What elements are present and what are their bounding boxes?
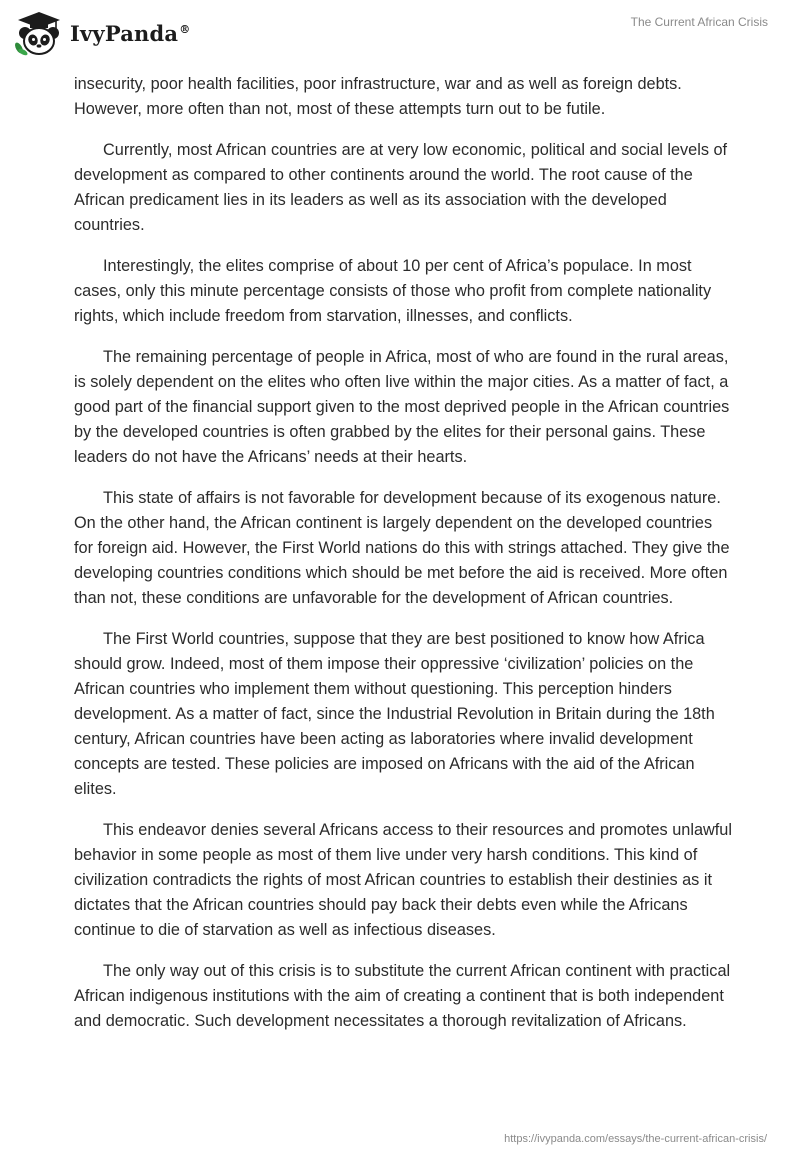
paragraph: Interestingly, the elites comprise of about 10 per cent of Africa’s populace. In most cases, only this minute percentage consists of those who profit from complete nationality rights, which include freedom from starvation, illnesses, and conflicts.: [74, 257, 712, 325]
essay-body: [74, 72, 734, 1050]
document-title: The Current African Crisis: [630, 15, 768, 29]
source-url[interactable]: https://ivypanda.com/essays/the-current-african-crisis/: [504, 1133, 767, 1145]
paragraph: The remaining percentage of people in Africa, most of who are found in the rural areas, is solely dependent on the elites who often live within the major cities. As a matter of fact, a good part of the financial support given to the most deprived people in the African countries by the developed countries is often grabbed by the elites for their personal gains. These leaders do not have the Africans’ needs at their hearts.: [74, 348, 730, 466]
paragraph: This state of affairs is not favorable for development because of its exogenous nature. On the other hand, the African continent is largely dependent on the developed countries for foreign aid. However, the First World nations do this with strings attached. They give the developing countries conditions which should be met before the aid is received. More often than not, these conditions are unfavorable for the development of African countries.: [74, 489, 730, 607]
paragraph: Currently, most African countries are at very low economic, political and social levels of development as compared to other continents around the world. The root cause of the African predicament lies in its leaders as well as its association with the developed countries.: [74, 141, 728, 234]
paragraph: insecurity, poor health facilities, poor infrastructure, war and as well as foreign debts. However, more often than not, most of these attempts turn out to be futile.: [74, 75, 682, 118]
paragraph: The First World countries, suppose that they are best positioned to know how Africa should grow. Indeed, most of them impose their oppressive ‘civilization’ policies on the African countries who implement them without questioning. This perception hinders development. As a matter of fact, since the Industrial Revolution in Britain during the 18th century, African countries have been acting as laboratories where invalid development concepts are tested. These policies are imposed on Africans with the aid of the African elites.: [74, 630, 715, 798]
panda-graduation-cap-icon: [14, 10, 64, 56]
page-header: [0, 0, 800, 70]
ivypanda-logo[interactable]: [14, 10, 190, 56]
logo-wordmark: IvyPanda®: [70, 20, 191, 46]
paragraph: The only way out of this crisis is to substitute the current African continent with practical African indigenous institutions with the aim of creating a continent that is both independent and democratic. Such development necessitates a thorough revitalization of Africans.: [74, 962, 731, 1030]
paragraph: This endeavor denies several Africans access to their resources and promotes unlawful behavior in some people as most of them live under very harsh conditions. This kind of civilization contradicts the rights of most African countries to establish their destinies as it dictates that the African countries should pay back their debts even while the Africans continue to die of starvation as well as infectious diseases.: [74, 821, 732, 939]
registered-mark: ®: [179, 22, 191, 36]
